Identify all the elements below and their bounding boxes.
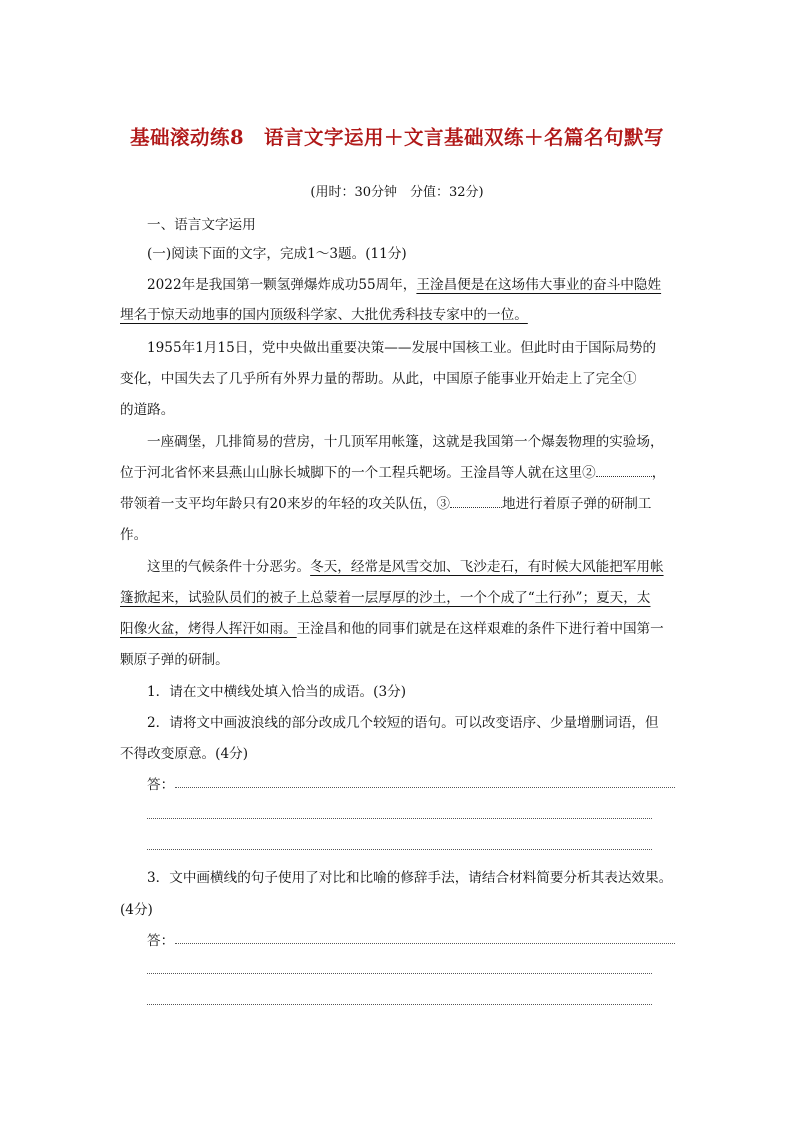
- time-and-score: (用时：30分钟 分值：32分): [310, 185, 484, 200]
- answer-label-q2: 答：: [147, 777, 175, 793]
- part-instruction: (一)阅读下面的文字，完成1～3题。(11分): [147, 246, 407, 262]
- paragraph-1-line-2: 埋名于惊天动地事的国内顶级科学家、大批优秀科技专家中的一位。: [120, 307, 528, 323]
- answer-line-q3-2[interactable]: [147, 973, 652, 974]
- answer-line-q3-1[interactable]: [175, 943, 675, 944]
- question-2-line-1: 2．请将文中画波浪线的部分改成几个较短的语句。可以改变语序、少量增删词语，但: [147, 715, 659, 731]
- paragraph-1-line-1: [147, 273, 676, 293]
- answer-label-q3: 答：: [147, 933, 175, 949]
- paragraph-3-line-2: [120, 461, 676, 481]
- text-run: 2022年是我国第一颗氢弹爆炸成功55周年，: [147, 277, 417, 293]
- answer-line-q3-3[interactable]: [147, 1004, 652, 1005]
- paragraph-3-line-1: 一座碉堡，几排简易的营房，十几顶军用帐篷，这就是我国第一个爆轰物理的实验场，: [147, 434, 664, 450]
- answer-line-q2-1[interactable]: [175, 787, 675, 788]
- underlined-text: 冬天，经常是风雪交加、飞沙走石，有时候大风能把军用帐: [310, 559, 664, 575]
- paragraph-4-line-4: 颗原子弹的研制。: [120, 652, 229, 668]
- blank-2[interactable]: [596, 462, 652, 477]
- paragraph-2-line-1: 1955年1月15日，党中央做出重要决策——发展中国核工业。但此时由于国际局势的: [147, 340, 657, 356]
- text-run: 王淦昌和他的同事们就是在这样艰难的条件下进行着中国第一: [296, 621, 664, 637]
- paragraph-2-line-3: 的道路。: [120, 402, 175, 418]
- question-3-line-2: (4分): [120, 902, 153, 918]
- blank-3[interactable]: [450, 493, 502, 508]
- paragraph-2-line-2: 变化，中国失去了几乎所有外界力量的帮助。从此，中国原子能事业开始走上了完全①: [120, 371, 637, 387]
- page-title: 基础滚动练8 语言文字运用＋文言基础双练＋名篇名句默写: [129, 126, 665, 149]
- text-run: 地进行着原子弹的研制工: [501, 496, 652, 512]
- question-3-line-1: 3．文中画横线的句子使用了对比和比喻的修辞手法，请结合材料简要分析其表达效果。: [147, 870, 673, 886]
- question-1: 1．请在文中横线处填入恰当的成语。(3分): [147, 684, 406, 700]
- paragraph-4-line-2: 篷掀起来，试验队员们的被子上总蒙着一层厚厚的沙土，一个个成了“土行孙”；夏天，太: [120, 590, 651, 606]
- text-run: 这里的气候条件十分恶劣。: [147, 559, 311, 575]
- text-run: ，: [651, 465, 666, 481]
- wavy-underlined-text: 王淦昌便是在这场伟大事业的奋斗中隐姓: [416, 277, 662, 293]
- question-2-line-2: 不得改变原意。(4分): [120, 746, 249, 762]
- answer-line-q2-3[interactable]: [147, 849, 652, 850]
- paragraph-3-line-4: 作。: [120, 527, 148, 543]
- paragraph-4-line-3: [120, 617, 676, 637]
- section-heading: 一、语言文字运用: [147, 217, 256, 233]
- text-run: 带领着一支平均年龄只有20来岁的年轻的攻关队伍，③: [120, 496, 450, 512]
- text-run: 位于河北省怀来县燕山山脉长城脚下的一个工程兵靶场。王淦昌等人就在这里②: [120, 465, 596, 481]
- underlined-text: 阳像火盆，烤得人挥汗如雨。: [120, 621, 297, 637]
- paragraph-4-line-1: [147, 555, 676, 575]
- answer-line-q2-2[interactable]: [147, 818, 652, 819]
- paragraph-3-line-3: [120, 492, 676, 512]
